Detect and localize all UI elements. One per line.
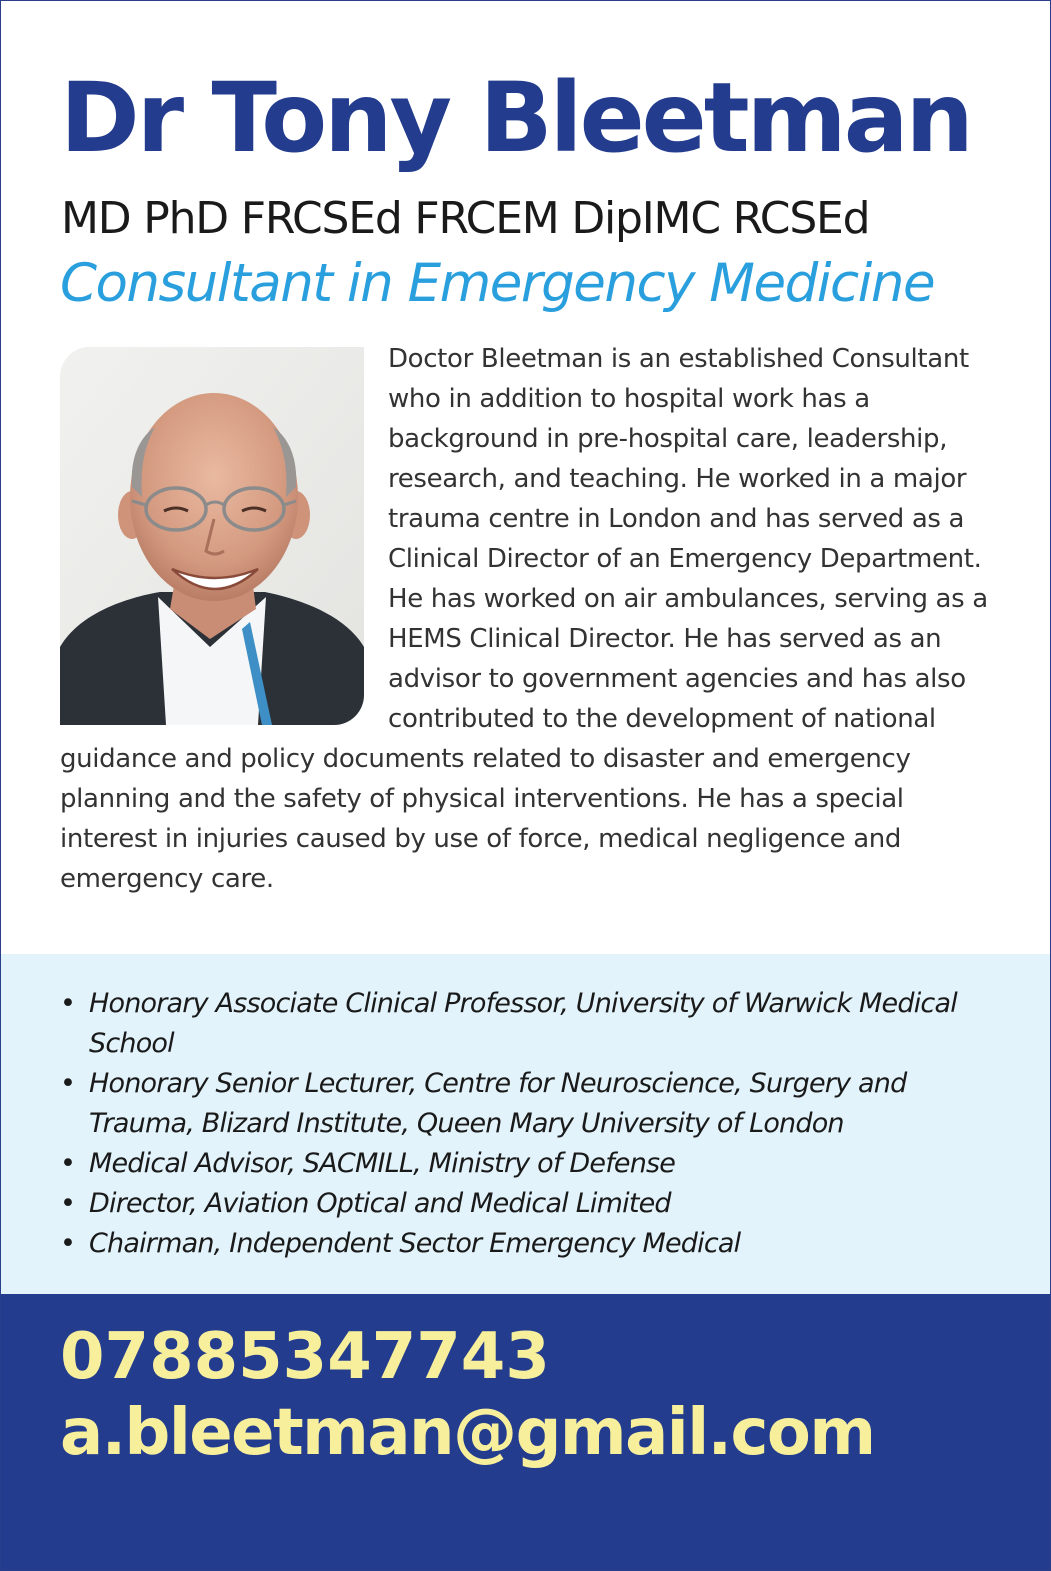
- email-address: a.bleetman@gmail.com: [60, 1396, 875, 1470]
- portrait-photo: [60, 347, 364, 725]
- bio-section: [60, 339, 996, 899]
- qualifications: MD PhD FRCSEd FRCEM DipIMC RCSEd: [61, 193, 870, 244]
- phone-number: 07885347743: [60, 1320, 550, 1394]
- list-item: • Chairman, Independent Sector Emergency Medical: [60, 1224, 990, 1264]
- appointments-list: [60, 984, 990, 1264]
- list-item: • Medical Advisor, SACMILL, Ministry of Defense: [60, 1144, 990, 1184]
- list-item: • Honorary Senior Lecturer, Centre for Neuroscience, Surgery and Trauma, Blizard Institute, Queen Mary University of London: [60, 1064, 990, 1144]
- job-title: Consultant in Emergency Medicine: [60, 253, 935, 314]
- doctor-name: Dr Tony Bleetman: [60, 62, 971, 174]
- bio-paragraph: Doctor Bleetman is an established Consultant who in addition to hospital work has a background in pre-hospital care, leadership, research, and teaching. He worked in a major trauma centre in London and has served as a Clinical Director of an Emergency Department. He has worked on air ambulances, serving as a HEMS Clinical Director. He has served as an advisor to government agencies and has also contributed to the development of national guidance and policy documents related to disaster and emergency planning and the safety of physical interventions. He has a special interest in injuries caused by use of force, medical negligence and emergency care.: [60, 344, 988, 894]
- appointments-panel: [1, 954, 1051, 1294]
- list-item: • Director, Aviation Optical and Medical Limited: [60, 1184, 990, 1224]
- list-item: • Honorary Associate Clinical Professor, University of Warwick Medical School: [60, 984, 990, 1064]
